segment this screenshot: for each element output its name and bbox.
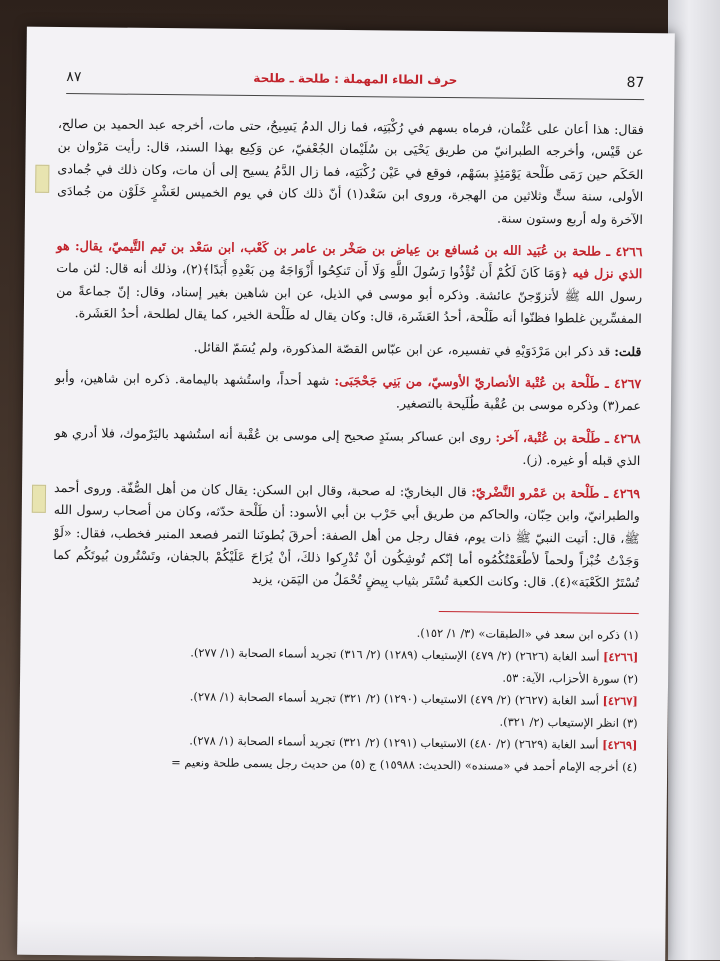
page-body [51, 113, 644, 778]
entry-text: قال البخاريّ: له صحبة، وقال ابن السكن: يقال كان من أهل الصُّفّة. وروى أحمد والطبرانيّ، وابن حِبّان، والحاكم من طريق أبي حَرْب بن أبي الأسود: أن طَلْحة حدّثه، وكان من أصحاب رسول الله ﷺ، قال: أتيت النبيّ ﷺ ذات يوم، فقال رجل من أهل الصفة: أحرقَ بُطونَنا التمر فصعد المنبر فخطب، فقال: «لَوْ وَجَدْتُ خُبْزاً ولحماً لأطْعَمْتُكُمُوه أما إنّكم تُوشِكُون أنْ تُدْرِكوا ذلكَ، أنْ يُرَاحَ عَلَيْكُمْ بالجفان، وتَسْتُرون بُيوتَكُم كما تُسْتَرُ الكَعْبَة»(٤). قال: وكانت الكعبة تُسْتَر بثياب بِيضٍ تُحْمَلُ من اليَمَن، يزيد [53, 479, 640, 591]
footnote: (١) ذكره ابن سعد في «الطبقات» (٣/ ١/ ١٥٢). [416, 625, 639, 643]
qult-text: قد ذكر ابن مَرْدَوَيْهِ في تفسيره، عن ابن عبّاس القصّة المذكورة، ولم يُسَمّ القائل. [193, 339, 611, 359]
entry-heading: ٤٢٦٧ ـ طَلْحة بن عُتْبة الأنصاريّ الأوسيّ، من بَنِي جَحْجَبَى: [334, 372, 642, 392]
page-header [66, 67, 644, 100]
page-number-latin: 87 [626, 74, 645, 92]
entry-heading: ٤٢٦٨ ـ طَلْحة بن عُتْبة، آخر: [495, 429, 641, 446]
page-bottom-shade [17, 921, 665, 961]
footnote: [٤٢٦٧] أسد الغابة (٢٦٢٧) (٢/ ٤٧٩) الاستيعاب (١٢٩٠) (٢/ ٣٢١) تجريد أسماء الصحابة (١/ ٢٧٨). [189, 689, 638, 709]
entry-heading: ٤٢٦٩ ـ طَلْحة بن عَمْرو النَّضْريّ: [471, 483, 641, 501]
running-title: حرف الطاء المهملة : طلحة ـ طلحة [253, 71, 458, 88]
footnote: [٤٢٦٦] أسد الغابة (٢٦٢٦) (٢/ ٤٧٩) الإستيعاب (١٢٨٩) (٢/ ٣١٦) تجريد أسماء الصحابة (١/ ٢٧٧). [190, 645, 639, 665]
footnote-separator [439, 611, 639, 615]
qult-label: قلت: [614, 343, 642, 359]
footnote: (٢) سورة الأحزاب، الآية: ٥٣. [502, 670, 639, 687]
footnote: [٤٢٦٩] أسد الغابة (٢٦٢٩) (٢/ ٤٨٠) الاستيعاب (١٢٩١) (٢/ ٣٢١) تجريد أسماء الصحابة (١/ ٢٧٨). [189, 733, 638, 753]
footnote: (٤) أخرجه الإمام أحمد في «مسنده» (الحديث: ١٥٩٨٨) ج (٥) من حديث رجل يسمى طلحة ونعيم = [171, 755, 638, 775]
qult-note [55, 335, 641, 364]
footnote: (٣) انظر الإستيعاب (٢/ ٣٢١). [499, 714, 638, 731]
entry-text: روى ابن عساكر بسنَدٍ صحيح إلى موسى بن عُقْبة أنه استُشهد باليَرْموك، فلا أدري هو الذي قبله أو غيره. (ز). [54, 424, 641, 469]
entry-text: شهد أحداً، واستُشهد باليمامة. ذكره ابن شاهين، وأبو عمر(٣) وذكره موسى بن عُقْبة طُلَيحة بالتصغير. [55, 370, 642, 414]
entry-text: ﴿وَمَا كَانَ لَكُمْ أَن تُؤْذُوا رَسُولَ اللَّهِ وَلَا أَن تَنكِحُوا أَزْوَاجَهُ مِن بَعْدِهِ أَبَدًا﴾(٢)، وذلك أنه قال: لئن مات رسول الله ﷺ لأتزوّجنّ عائشة. وذكره أبو موسى في الذيل، عن ابن شاهين بغير إسناد، وقال: إنّ جماعةً من المفسِّرين غلطوا فظنّوا أنه طَلْحة، أحدُ العَشَرة، قال: وكان يقال له طَلْحة الخير، كما يقال لطلحة، أحدُ العَشَرة. [56, 260, 643, 327]
entry-4267 [55, 367, 641, 418]
book-page [17, 27, 675, 961]
entry-4266 [56, 235, 643, 331]
paragraph: فقال: هذا أعان على عُثْمان، فرماه بسهم في رُكْبَتِه، فما زال الدمُ يَسِيحُ، حتى مات، أخرجه عبد الحميد بن صالح، عن قَيْس، وأخرجه الطبرانيّ من طريق يَحْيَى بن سُلَيْمان الجُعْفيّ، عن وَكِيع بهذا السند، قال: رأيت مَرْوان بن الحَكَم حين رَمَى طَلْحة يَوْمَئِذٍ بسَهْم، فوقع في عَيْن رُكْبَتِه، فما زال الدَّمُ يسيح إلى أن مات، وكان ذلك في جُمادى الأولى، سنة ستٍّ وثلاثين من الهجرة، وروى ابن سَعْد(١) أنّ ذلك كان في يوم الخميس لعَشْرٍ خَلَوْن من جُمادَى الآخرة وله أربع وستون سنة. [57, 115, 644, 227]
footnotes [51, 618, 639, 778]
next-page-edge [668, 0, 720, 960]
page-number-arabic: ٨٧ [66, 69, 82, 86]
bookmark-tab [32, 485, 46, 513]
entry-4269 [53, 477, 640, 595]
bookmark-tab [35, 165, 49, 193]
entry-4268 [54, 422, 640, 473]
entry-heading: ٤٢٦٦ ـ طلحة بن عُبَيد الله بن مُسافع بن عِياض بن صَخْر بن عامر بن كَعْب، ابن سَعْد بن تَيم التَّيميّ، يقال: هو الذي نزل فيه [56, 237, 643, 282]
